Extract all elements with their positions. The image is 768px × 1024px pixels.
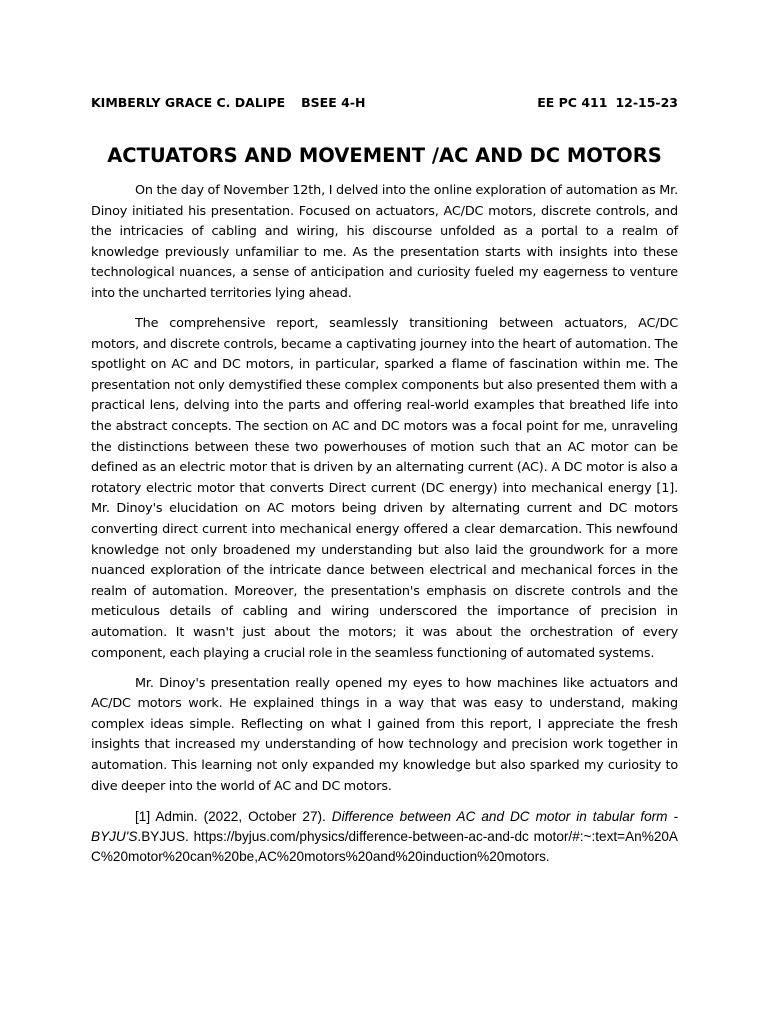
header-left — [91, 94, 365, 112]
paragraph: The comprehensive report, seamlessly transitioning between actuators, AC/DC motors, and discrete controls, became a captivating journey into the heart of automation. The spotlight on AC and DC motors, in particular, sparked a flame of fascination within me. The presentation not only demystified these complex components but also presented them with a practical lens, delving into the parts and offering real-world examples that breathed life into the abstract concepts. The section on AC and DC motors was a focal point for me, unraveling the distinctions between these two powerhouses of motion such that an AC motor can be defined as an electric motor that is driven by an alternating current (AC). A DC motor is also a rotatory electric motor that converts Direct current (DC energy) into mechanical energy [1]. Mr. Dinoy's elucidation on AC motors being driven by alternating current and DC motors converting direct current into mechanical energy offered a clear demarcation. This newfound knowledge not only broadened my understanding but also laid the groundwork for a more nuanced exploration of the intricate dance between electrical and mechanical forces in the realm of automation. Moreover, the presentation's emphasis on discrete controls and the meticulous details of cabling and wiring underscored the importance of precision in automation. It wasn't just about the motors; it was about the orchestration of every component, each playing a crucial role in the seamless functioning of automated systems. — [91, 316, 678, 661]
reference-title: Difference between AC and DC motor in tabular form - BYJU'S — [91, 808, 678, 844]
course-code: EE PC 411 — [537, 95, 608, 110]
author-name: KIMBERLY GRACE C. DALIPE — [91, 95, 286, 110]
header-right — [537, 94, 678, 112]
document-title: ACTUATORS AND MOVEMENT /AC AND DC MOTORS — [107, 144, 662, 167]
reference-entry — [91, 807, 678, 867]
document-body — [91, 181, 678, 867]
document-date: 12-15-23 — [615, 95, 678, 110]
paragraph: On the day of November 12th, I delved into the online exploration of automation as Mr. Dinoy initiated his presentation. Focused on actuators, AC/DC motors, discrete controls, and the intricacies of cabling and wiring, his discourse unfolded as a portal to a realm of knowledge previously unfamiliar to me. As the presentation starts with insights into these technological nuances, a sense of anticipation and curiosity fueled my eagerness to venture into the uncharted territories lying ahead. — [91, 183, 678, 301]
reference-publisher: .BYJUS. — [137, 828, 194, 844]
course-section: BSEE 4-H — [301, 95, 366, 110]
document-header — [91, 94, 678, 112]
reference-url[interactable]: https://byjus.com/physics/difference-between-ac-and-dc motor/#:~:text=An%20AC%20motor%20can%20be,AC%20motors%20and%20induction%20motors. — [91, 828, 678, 864]
paragraph: Mr. Dinoy's presentation really opened my eyes to how machines like actuators and AC/DC motors work. He explained things in a way that was easy to understand, making complex ideas simple. Reflecting on what I gained from this report, I appreciate the fresh insights that increased my understanding of how technology and precision work together in automation. This learning not only expanded my knowledge but also sparked my curiosity to dive deeper into the world of AC and DC motors. — [91, 675, 678, 794]
reference-prefix: [1] Admin. (2022, October 27). — [135, 808, 332, 824]
